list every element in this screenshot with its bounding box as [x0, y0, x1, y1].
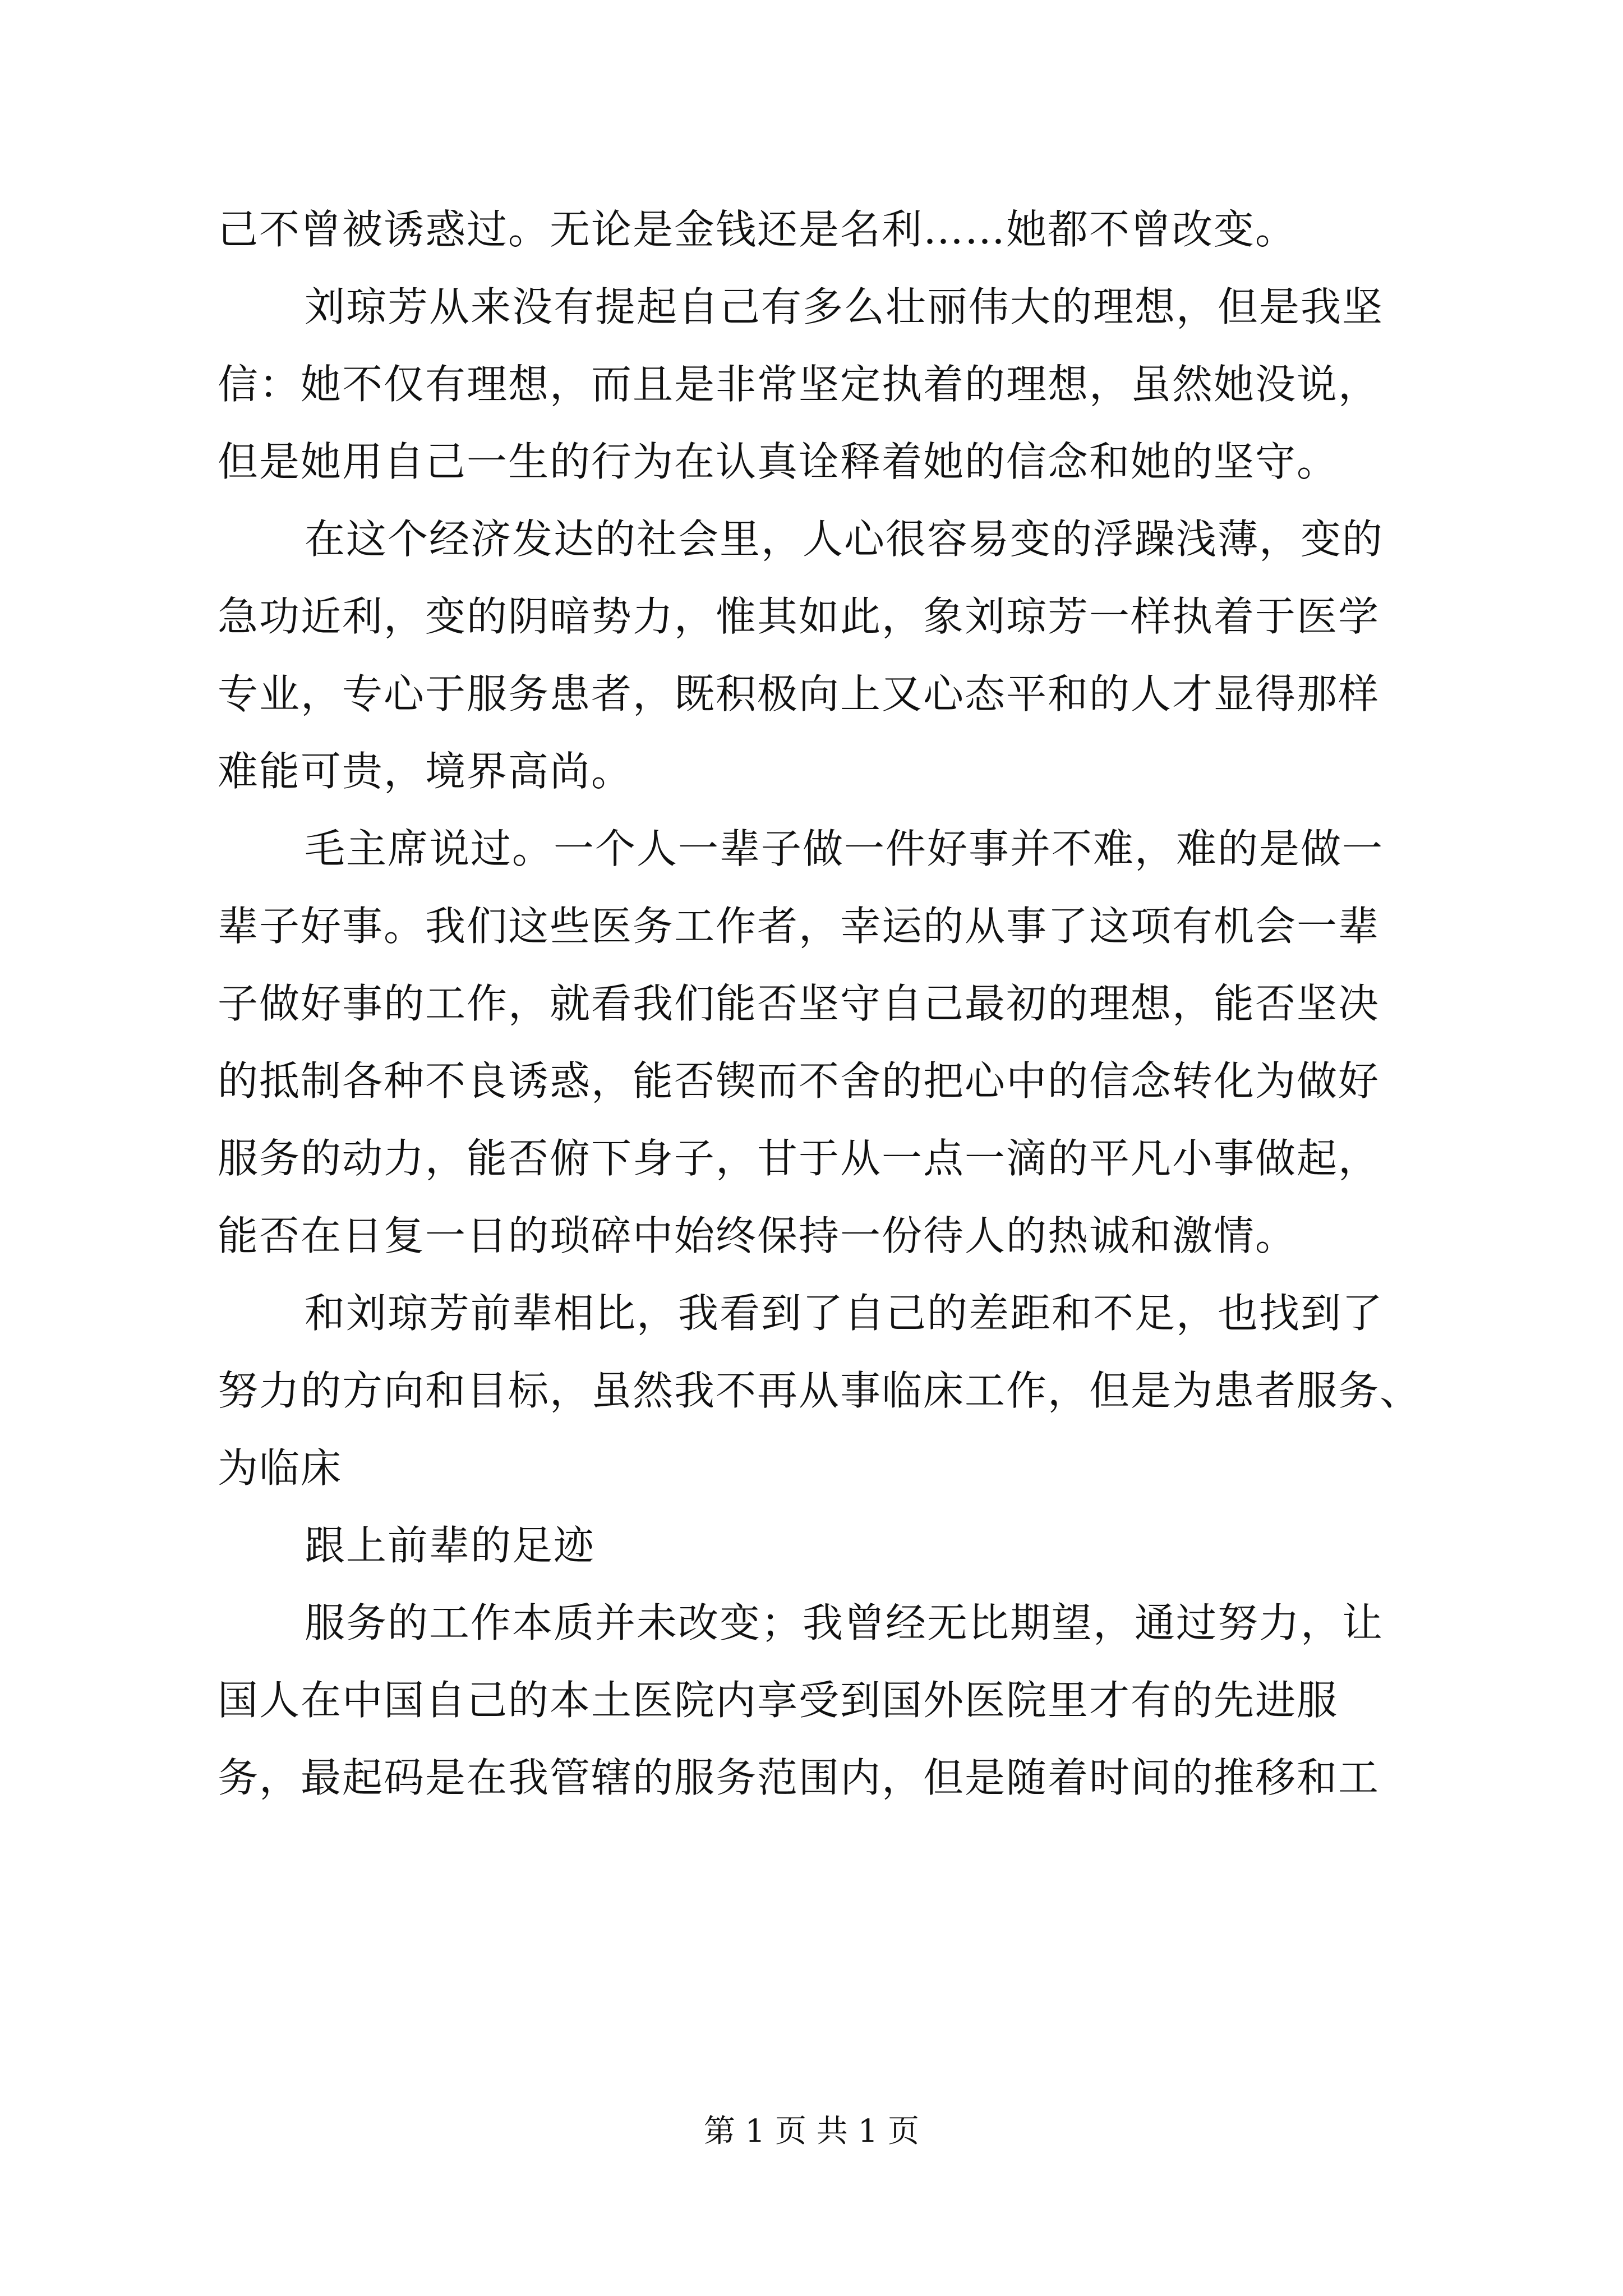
- text-line: 专业，专心于服务患者，既积极向上又心态平和的人才显得那样: [218, 670, 1380, 717]
- text-line: 努力的方向和目标，虽然我不再从事临床工作，但是为患者服务、: [218, 1367, 1422, 1414]
- paragraph-start-line: 毛主席说过。一个人一辈子做一件好事并不难，难的是做一: [305, 825, 1384, 872]
- paragraph-start-line: 服务的工作本质并未改变；我曾经无比期望，通过努力，让: [305, 1599, 1384, 1646]
- paragraph-start-line: 在这个经济发达的社会里，人心很容易变的浮躁浅薄，变的: [305, 516, 1384, 563]
- text-line: 子做好事的工作，就看我们能否坚守自己最初的理想，能否坚决: [218, 980, 1380, 1027]
- body-text: [218, 191, 1423, 1816]
- text-line: 国人在中国自己的本土医院内享受到国外医院里才有的先进服: [218, 1677, 1339, 1724]
- paragraph-start-line: 刘琼芳从来没有提起自己有多么壮丽伟大的理想，但是我坚: [305, 283, 1384, 330]
- text-line: 难能可贵，境界高尚。: [218, 748, 633, 795]
- text-line: 的抵制各种不良诱惑，能否锲而不舍的把心中的信念转化为做好: [218, 1057, 1380, 1105]
- paragraph-start-line: 和刘琼芳前辈相比，我看到了自己的差距和不足，也找到了: [305, 1290, 1384, 1337]
- text-line: 信：她不仅有理想，而且是非常坚定执着的理想，虽然她没说，: [218, 361, 1380, 408]
- text-line: 服务的动力，能否俯下身子，甘于从一点一滴的平凡小事做起，: [218, 1135, 1380, 1182]
- text-line: 急功近利，变的阴暗势力，惟其如此，象刘琼芳一样执着于医学: [218, 593, 1380, 640]
- page-footer: 第 1 页 共 1 页: [703, 2113, 920, 2150]
- paragraph-start-line: 跟上前辈的足迹: [305, 1522, 596, 1569]
- text-line: 己不曾被诱惑过。无论是金钱还是名利……她都不曾改变。: [218, 206, 1297, 253]
- text-line: 但是她用自己一生的行为在认真诠释着她的信念和她的坚守。: [218, 438, 1339, 485]
- text-line: 务，最起码是在我管辖的服务范围内，但是随着时间的推移和工: [218, 1754, 1380, 1801]
- text-line: 为临床: [218, 1444, 343, 1492]
- text-line: 辈子好事。我们这些医务工作者，幸运的从事了这项有机会一辈: [218, 903, 1380, 950]
- text-line: 能否在日复一日的琐碎中始终保持一份待人的热诚和激情。: [218, 1212, 1297, 1259]
